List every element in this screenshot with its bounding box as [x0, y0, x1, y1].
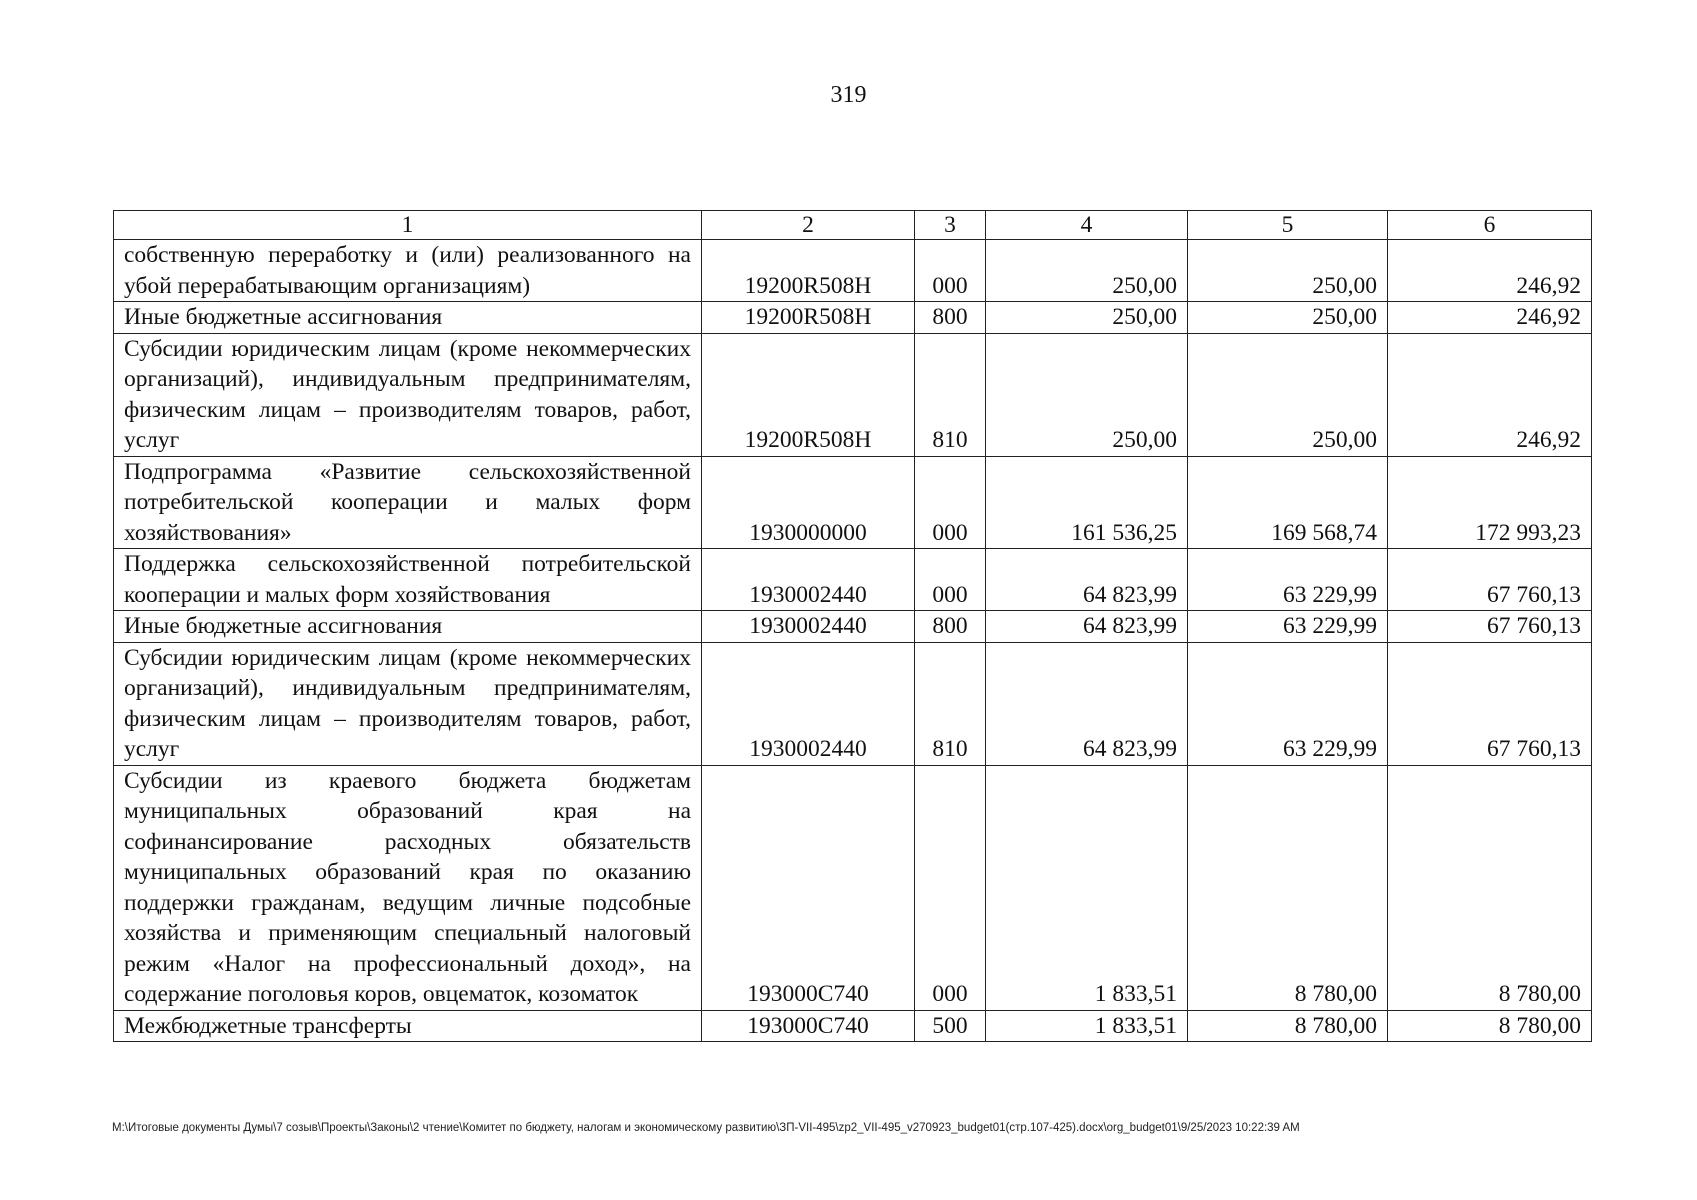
budget-table — [113, 210, 1592, 1042]
table-row — [114, 302, 1592, 334]
row-code: 19200R508H — [702, 240, 915, 302]
row-type: 000 — [915, 456, 986, 549]
column-header: 5 — [1188, 211, 1388, 240]
row-description: Субсидии юридическим лицам (кроме некоммерческих организаций), индивидуальным предпринимателям, физическим лицам – производителям товаров, работ, услуг — [114, 333, 702, 456]
row-value-5: 8 780,00 — [1188, 1010, 1388, 1042]
row-value-5: 63 229,99 — [1188, 642, 1388, 765]
column-header: 6 — [1388, 211, 1592, 240]
row-value-6: 8 780,00 — [1388, 765, 1592, 1010]
row-type: 810 — [915, 642, 986, 765]
row-code: 193000С740 — [702, 765, 915, 1010]
row-value-6: 246,92 — [1388, 302, 1592, 334]
row-code: 1930002440 — [702, 642, 915, 765]
row-value-6: 67 760,13 — [1388, 549, 1592, 611]
row-code: 1930002440 — [702, 549, 915, 611]
row-value-4: 64 823,99 — [986, 642, 1188, 765]
table-row — [114, 333, 1592, 456]
row-description: Иные бюджетные ассигнования — [114, 302, 702, 334]
row-type: 810 — [915, 333, 986, 456]
table-header-row — [114, 211, 1592, 240]
row-value-6: 67 760,13 — [1388, 611, 1592, 643]
row-value-6: 8 780,00 — [1388, 1010, 1592, 1042]
row-type: 800 — [915, 611, 986, 643]
row-value-4: 1 833,51 — [986, 765, 1188, 1010]
row-description: Субсидии юридическим лицам (кроме некоммерческих организаций), индивидуальным предпринимателям, физическим лицам – производителям товаров, работ, услуг — [114, 642, 702, 765]
row-value-6: 67 760,13 — [1388, 642, 1592, 765]
row-type: 500 — [915, 1010, 986, 1042]
row-value-5: 250,00 — [1188, 333, 1388, 456]
row-code: 19200R508H — [702, 333, 915, 456]
table-row — [114, 1010, 1592, 1042]
column-header: 2 — [702, 211, 915, 240]
row-value-4: 1 833,51 — [986, 1010, 1188, 1042]
row-value-5: 8 780,00 — [1188, 765, 1388, 1010]
row-value-4: 250,00 — [986, 240, 1188, 302]
row-value-4: 250,00 — [986, 302, 1188, 334]
column-header: 1 — [114, 211, 702, 240]
row-description: собственную переработку и (или) реализованного на убой перерабатывающим организациям) — [114, 240, 702, 302]
row-value-5: 169 568,74 — [1188, 456, 1388, 549]
row-value-6: 246,92 — [1388, 333, 1592, 456]
row-description: Подпрограмма «Развитие сельскохозяйственной потребительской кооперации и малых форм хозяйствования» — [114, 456, 702, 549]
row-code: 19200R508H — [702, 302, 915, 334]
row-description: Межбюджетные трансферты — [114, 1010, 702, 1042]
row-type: 000 — [915, 240, 986, 302]
row-code: 1930000000 — [702, 456, 915, 549]
row-value-6: 246,92 — [1388, 240, 1592, 302]
row-value-5: 63 229,99 — [1188, 549, 1388, 611]
document-file-path: M:\Итоговые документы Думы\7 созыв\Проекты\Законы\2 чтение\Комитет по бюджету, налогам и экономическому развитию\ЗП-VII-495\zp2_VII-495_v270923_budget01(стр.107-425).docx\org_budget01\9/25/2023 10:22:39 AM — [112, 1122, 1300, 1134]
table-row — [114, 642, 1592, 765]
row-description: Субсидии из краевого бюджета бюджетам муниципальных образований края на софинансирование расходных обязательств муниципальных образований края по оказанию поддержки гражданам, ведущим личные подсобные хозяйства и применяющим специальный налоговый режим «Налог на профессиональный доход», на содержание поголовья коров, овцематок, козоматок — [114, 765, 702, 1010]
row-value-6: 172 993,23 — [1388, 456, 1592, 549]
row-value-5: 250,00 — [1188, 302, 1388, 334]
row-type: 800 — [915, 302, 986, 334]
row-value-5: 250,00 — [1188, 240, 1388, 302]
row-value-4: 250,00 — [986, 333, 1188, 456]
table-row — [114, 611, 1592, 643]
row-value-4: 161 536,25 — [986, 456, 1188, 549]
row-value-5: 63 229,99 — [1188, 611, 1388, 643]
row-code: 193000С740 — [702, 1010, 915, 1042]
table-row — [114, 456, 1592, 549]
row-code: 1930002440 — [702, 611, 915, 643]
table-row — [114, 765, 1592, 1010]
table-row — [114, 549, 1592, 611]
row-description: Иные бюджетные ассигнования — [114, 611, 702, 643]
row-value-4: 64 823,99 — [986, 611, 1188, 643]
page-number: 319 — [830, 82, 867, 108]
column-header: 4 — [986, 211, 1188, 240]
row-value-4: 64 823,99 — [986, 549, 1188, 611]
column-header: 3 — [915, 211, 986, 240]
row-type: 000 — [915, 765, 986, 1010]
table-row — [114, 240, 1592, 302]
row-description: Поддержка сельскохозяйственной потребительской кооперации и малых форм хозяйствования — [114, 549, 702, 611]
row-type: 000 — [915, 549, 986, 611]
